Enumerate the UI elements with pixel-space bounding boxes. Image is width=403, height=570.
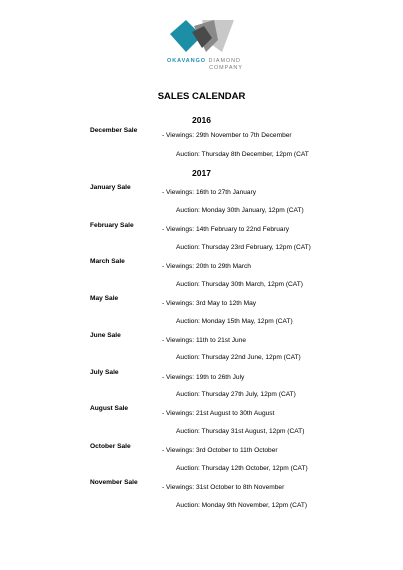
sale-name: March Sale — [90, 258, 125, 265]
sale-name: July Sale — [90, 369, 119, 376]
sale-name: August Sale — [90, 405, 129, 412]
sale-auction: Auction: Thursday 31st August, 12pm (CAT) — [176, 428, 305, 435]
sale-name: December Sale — [90, 127, 138, 134]
brand-diamond: DIAMOND — [208, 58, 241, 64]
sale-auction: Auction: Monday 30th January, 12pm (CAT) — [176, 207, 304, 214]
year-heading-2016: 2016 — [192, 115, 211, 125]
company-name — [130, 58, 278, 72]
sale-name: May Sale — [90, 295, 119, 302]
sale-viewings: - Viewings: 11th to 21st June — [162, 337, 247, 344]
sale-viewings: - Viewings: 16th to 27th January — [162, 189, 257, 196]
sale-viewings: - Viewings: 29th November to 7th December — [162, 132, 292, 139]
sale-viewings: - Viewings: 3rd October to 11th October — [162, 447, 278, 454]
sale-viewings: - Viewings: 3rd May to 12th May — [162, 300, 257, 307]
brand-company: COMPANY — [209, 65, 243, 71]
sale-auction: Auction: Monday 15th May, 12pm (CAT) — [176, 318, 293, 325]
sale-name: November Sale — [90, 479, 138, 486]
year-heading-2017: 2017 — [192, 168, 211, 178]
sale-viewings: - Viewings: 19th to 26th July — [162, 374, 245, 381]
sale-viewings: - Viewings: 20th to 29th March — [162, 263, 251, 270]
sale-viewings: - Viewings: 14th February to 22nd February — [162, 226, 290, 233]
sale-name: June Sale — [90, 332, 121, 339]
sale-auction: Auction: Thursday 8th December, 12pm (CAT — [176, 151, 309, 158]
company-logo — [168, 18, 238, 54]
sale-auction: Auction: Monday 9th November, 12pm (CAT) — [176, 502, 308, 509]
sale-auction: Auction: Thursday 23rd February, 12pm (CAT) — [176, 244, 311, 251]
sale-auction: Auction: Thursday 27th July, 12pm (CAT) — [176, 391, 296, 398]
sale-name: February Sale — [90, 222, 134, 229]
page-title: SALES CALENDAR — [157, 91, 246, 102]
sale-auction: Auction: Thursday 22nd June, 12pm (CAT) — [176, 354, 301, 361]
sale-auction: Auction: Thursday 30th March, 12pm (CAT) — [176, 281, 303, 288]
sale-name: January Sale — [90, 184, 131, 191]
sale-viewings: - Viewings: 21st August to 30th August — [162, 410, 275, 417]
sale-viewings: - Viewings: 31st October to 8th November — [162, 484, 285, 491]
sale-auction: Auction: Thursday 12th October, 12pm (CAT) — [176, 465, 308, 472]
sale-name: October Sale — [90, 443, 131, 450]
brand-okavango: OKAVANGO — [167, 58, 206, 64]
